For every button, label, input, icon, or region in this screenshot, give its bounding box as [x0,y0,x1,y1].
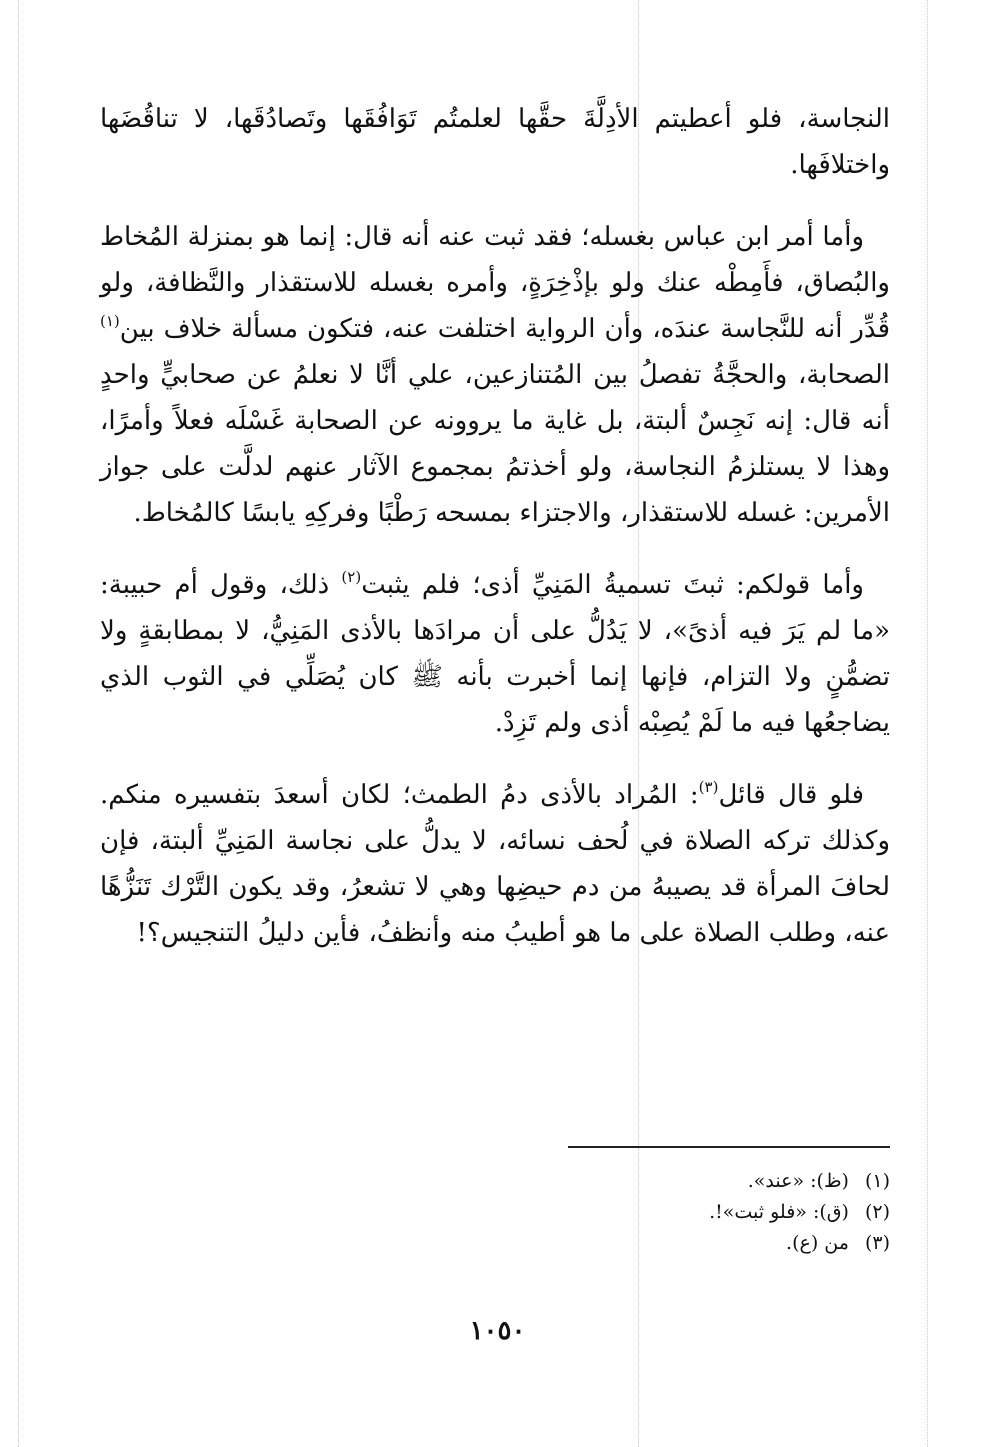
paragraph-3-continued-text: ذلك، وقول أم حبيبة: «ما لم يَرَ فيه أذىً»، لا يَدُلُّ على أن مرادَها بالأذى المَنِيُّ، لا بمطابقةٍ ولا تضمُّنٍ ولا التزام، فإنها إنما أخبرت بأنه ﷺ كان يُصَلِّي في الثوب الذي يضاجعُها فيه ما لَمْ يُصِبْه أذى ولم تَزِدْ. [100,570,890,738]
paragraph-3 [100,562,890,746]
footnote-3 [390,1228,890,1259]
footnote-marker-3[interactable]: (٣) [698,778,719,796]
footnote-number: (٢) [864,1201,890,1223]
footnote-number: (٣) [864,1232,890,1254]
page-number: ١٠٥٠ [469,1316,526,1346]
footnote-text: (ق): «فلو ثبت»!. [709,1201,849,1223]
footnote-marker-2[interactable]: (٢) [341,568,362,586]
paragraph-1 [100,96,890,188]
paragraph-4-text: فلو قال قائل [718,780,865,810]
paragraph-2 [100,214,890,536]
footnotes [390,1166,890,1259]
main-text [100,96,890,956]
paragraph-3-text: وأما قولكم: ثبتَ تسميةُ المَنِيِّ أذى؛ فلم يثبت [361,570,864,600]
paragraph-2-continued-text: الصحابة، والحجَّةُ تفصلُ بين المُتنازعين، علي أنَّا لا نعلمُ عن صحابيٍّ واحدٍ أنه قال: إنه نَجِسٌ ألبتة، بل غاية ما يروونه عن الصحابة غَسْلَه فعلاً وأمرًا، وهذا لا يستلزمُ النجاسة، ولو أخذتمُ بمجموع الآثار عنهم لدلَّت على جواز الأمرين: غسله للاستقذار، والاجتزاء بمسحه رَطْبًا وفركِهِ يابسًا كالمُخاط. [100,360,890,528]
paragraph-2-text: وأما أمر ابن عباس بغسله؛ فقد ثبت عنه أنه قال: إنما هو بمنزلة المُخاط والبُصاق، فأَمِطْه عنك ولو بإذْخِرَةٍ، وأمره بغسله للاستقذار والنَّظافة، ولو قُدِّر أنه للنَّجاسة عندَه، وأن الرواية اختلفت عنه، فتكون مسألة خلاف بين [100,222,890,344]
footnote-separator [568,1146,890,1148]
paragraph-4-continued-text: : المُراد بالأذى دمُ الطمث؛ لكان أسعدَ بتفسيره منكم. وكذلك تركه الصلاة في لُحف نسائه، لا يدلُّ على نجاسة المَنِيِّ ألبتة، فإن لحافَ المرأة قد يصيبهُ من دم حيضِها وهي لا تشعرُ، وقد يكون التَّرْك تَنَزُّهًا عنه، وطلب الصلاة على ما هو أطيبُ منه وأنظفُ، فأين دليلُ التنجيس؟! [100,780,890,948]
footnote-marker-1[interactable]: (١) [100,312,120,330]
footnote-2 [390,1197,890,1228]
paragraph-1-text: النجاسة، فلو أعطيتم الأدِلَّةَ حقَّها لعلمتُم تَوَافُقَها وتَصادُقَها، لا تناقُضَها واختلافَها. [100,104,890,180]
paragraph-4 [100,772,890,956]
margin-guide-line [927,0,928,1447]
footnote-text: من (ع). [786,1232,849,1254]
footnote-number: (١) [864,1170,890,1192]
margin-guide-line [18,0,19,1447]
footnote-text: (ظ): «عند». [747,1170,849,1192]
footnote-1 [390,1166,890,1197]
